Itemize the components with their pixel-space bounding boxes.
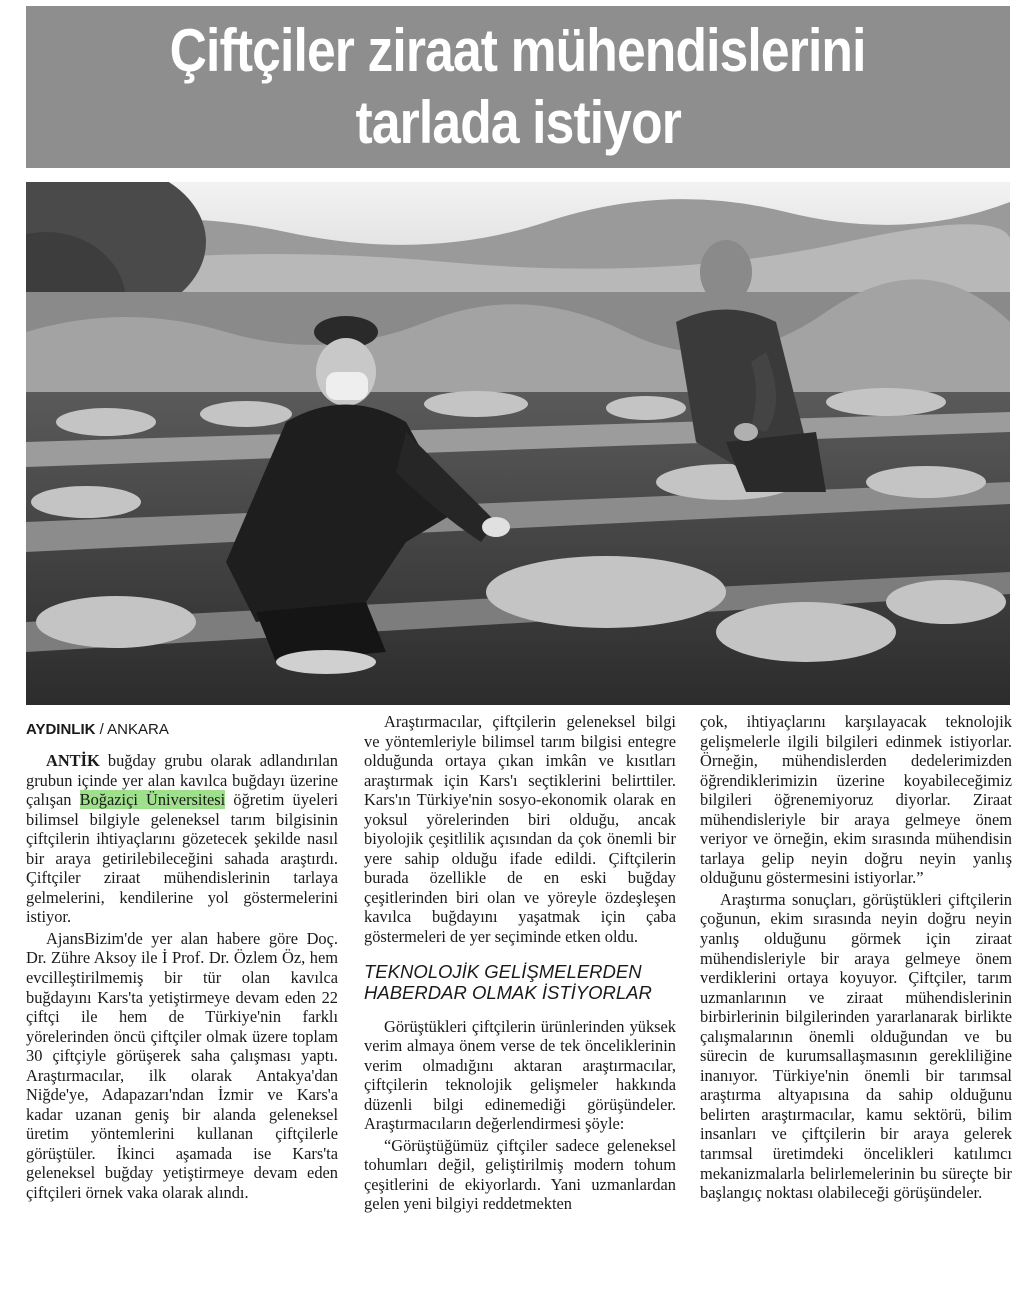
article-photo <box>26 182 1010 705</box>
section-subhead: TEKNOLOJİK GELİŞMELERDEN HABERDAR OLMAK İSTİYORLAR <box>364 960 652 1003</box>
paragraph: çok, ihtiyaçlarını karşılayacak teknolojik gelişmelerle ilgili bilgileri edinmek istiyorlar. Örneğin, mühendislerden dedelerimizden öğrendiklerimizin üzerine koyabileceğimiz bilgileri öğrenemiyoruz diyorlar. Ziraat mühendisleriyle bir araya gelmeye önem veriyor ve örneğin, ekim sırasında mühendisin tarlaya gelip neyin doğru neyin yanlış olduğunu göstermesini istiyorlar.” <box>700 712 1012 888</box>
byline-city: ANKARA <box>107 721 169 738</box>
headline-line-2: tarlada istiyor <box>355 89 681 156</box>
byline-source: AYDINLIK <box>26 721 96 738</box>
lead-word: ANTİK <box>46 751 100 770</box>
paragraph: Görüştükleri çiftçilerin ürünlerinden yüksek verim almaya önem verse de tek önceliklerinin verim olmadığını aktaran araştırmacılar, çiftçilerin teknolojik gelişmeler hakkında düzenli bilgi edinemediği görüşündeler. Araştırmacıların değerlendirmesi şöyle: <box>364 1016 676 1134</box>
byline-separator: / <box>95 721 108 738</box>
headline-banner <box>26 6 1010 168</box>
paragraph <box>26 751 338 927</box>
article-column-3 <box>700 712 1012 1203</box>
paragraph: Araştırma sonuçları, görüştükleri çiftçilerin çoğunun, ekim sırasında neyin doğru neyin yanlış olduğunu görmek için ziraat mühendisleriyle bir araya gelmeye önem verdiklerini ortaya koyuyor. Çiftçiler, tarım uzmanlarının ve ziraat mühendislerinin birbirlerinin bilgilerinden yararlanarak birlikte çalışmalarının önemli olduğundan ve bu sürecin de kurumsallaşmasının gerekliliğine inanıyor. Türkiye'nin önemli bir tarımsal araştırma altyapısına da sahip olduğunu belirten araştırmacılar, kamu sektörü, bilim insanları ve çiftçilerin bir araya gelerek tarımsal üretimdeki öncelikleri katılımcı mekanizmalarla belirlemelerinin bu süreçte bir başlangıç noktası olabileceği görüşündeler. <box>700 889 1012 1203</box>
paragraph-text: öğretim üyeleri bilimsel bilgiyle geleneksel tarım bilgisinin çiftçilerin ihtiyaçlarını gözetecek şekilde nasıl bir araya getirilebileceğini sahada araştırdı. Çiftçiler ziraat mühendislerinin tarlaya gelmelerini, kendilerine yol göstermelerini istiyor. <box>26 790 339 927</box>
headline-line-1: Çiftçiler ziraat mühendislerini <box>170 17 866 84</box>
article-column-2 <box>364 712 676 1214</box>
highlighted-text: Boğaziçi Üniversitesi <box>79 790 226 810</box>
paragraph: Araştırmacılar, çiftçilerin geleneksel bilgi ve yöntemleriyle bilimsel tarım bilgisi entegre olduğunda ortaya çıkan imkân ve kısıtları araştırmak için Kars'ı seçtiklerini belirttiler. Kars'ın Türkiye'nin sosyo-ekonomik olarak en yoksul yörelerinden biri olduğu, ancak biyolojik çeşitlilik açısından da çok önemli bir yere sahip olduğu ifade edildi. Çiftçilerin burada özellikle de en eski buğday çeşitlerinden biri olan ve yöreyle özdeşleşen kavılca buğdayını yaşatmak için çaba göstermeleri de yer seçiminde etken oldu. <box>364 712 676 947</box>
byline <box>26 712 338 739</box>
article-column-1 <box>26 712 338 1203</box>
paragraph-text: buğday grubu olarak adlandırılan grubun içinde yer alan kavılca buğdayı üzerine çalışan <box>26 751 338 810</box>
paragraph: “Görüştüğümüz çiftçiler sadece geleneksel tohumları değil, geliştirilmiş modern tohum çeşitlerini de ekiyorlardı. Yani uzmanlardan gelen yeni bilgiyi reddetmekten <box>364 1135 676 1214</box>
paragraph: AjansBizim'de yer alan habere göre Doç. Dr. Zühre Aksoy ile İ Prof. Dr. Özlem Öz, hem evcilleştirilmemiş bir tür olan kavılca buğdayını Kars'ta yetiştirmeye devam eden 22 çiftçi ile hem de Türkiye'nin farklı yörelerinden öncü çiftçiler olmak üzere toplam 30 çiftçiyle görüşerek saha çalışması yaptı. Araştırmacılar, ilk olarak Antakya'dan Niğde'ye, Adapazarı'ndan İzmir ve Kars'a kadar uzanan geniş bir alanda geleneksel üretim yöntemlerini kullanan çiftçilerle görüştüler. İkinci aşamada ise Kars'ta geleneksel buğday yetiştirmeye devam eden çiftçileri örnek vaka olarak alındı. <box>26 928 338 1203</box>
photo-farmers-strawberry-field-icon <box>26 182 1010 705</box>
